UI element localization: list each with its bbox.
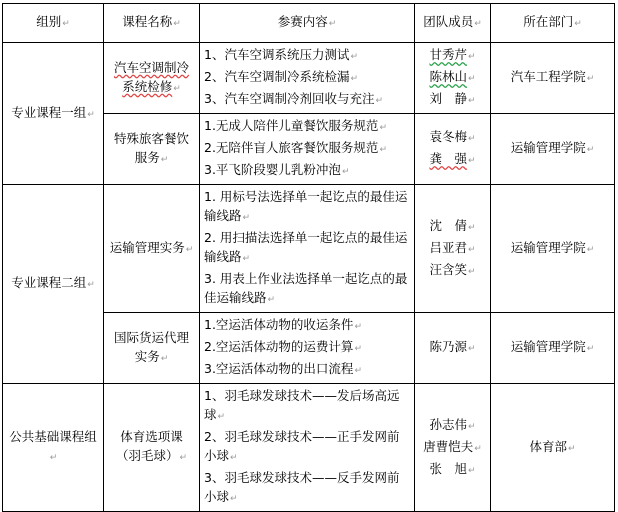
header-dept: 所在部门↵ (491, 4, 615, 43)
content-cell: 1. 用标号法选择单一起讫点的最佳运输线路↵ 2. 用扫描法选择单一起讫点的最佳运输线路↵ 3. 用表上作业法选择单一起讫点的最佳运输线路↵ (200, 185, 415, 313)
course-cell: 体育选项课（羽毛球）↵ (104, 384, 200, 512)
table-row (3, 185, 615, 313)
content-cell: 1.空运活体动物的收运条件↵ 2.空运活体动物的运费计算↵ 3.空运活体动物的出口流程↵ (200, 313, 415, 384)
course-cell: 运输管理实务↵ (104, 185, 200, 313)
group-cell: 专业课程一组↵ (3, 43, 104, 185)
content-cell: 1.无成人陪伴儿童餐饮服务规范↵ 2.无陪伴盲人旅客餐饮服务规范↵ 3.平飞阶段婴儿乳粉冲泡↵ (200, 114, 415, 185)
header-group: 组别↵ (3, 4, 104, 43)
members-cell: 孙志伟↵ 唐曹恺夫↵ 张 旭↵ (415, 384, 491, 512)
group-cell: 公共基础课程组↵ (3, 384, 104, 512)
members-cell: 甘秀芹↵ 陈林山↵ 刘 静↵ (415, 43, 491, 114)
course-cell: 国际货运代理实务↵ (104, 313, 200, 384)
table-row (3, 43, 615, 114)
dept-cell: 体育部↵ (491, 384, 615, 512)
dept-cell: 运输管理学院↵ (491, 313, 615, 384)
members-cell: 陈乃源↵ (415, 313, 491, 384)
competition-table (2, 3, 615, 512)
dept-cell: 运输管理学院↵ (491, 114, 615, 185)
course-cell: 汽车空调制冷系统检修↵ (104, 43, 200, 114)
dept-cell: 汽车工程学院↵ (491, 43, 615, 114)
content-cell: 1、汽车空调系统压力测试↵ 2、汽车空调制冷系统检漏↵ 3、汽车空调制冷剂回收与充注↵ (200, 43, 415, 114)
group-cell: 专业课程二组↵ (3, 185, 104, 384)
members-cell: 袁冬梅↵ 龚 强↵ (415, 114, 491, 185)
header-row (3, 4, 615, 43)
content-cell: 1、羽毛球发球技术——发后场高远球↵ 2、羽毛球发球技术——正手发网前小球↵ 3、羽毛球发球技术——反手发网前小球↵ (200, 384, 415, 512)
members-cell: 沈 倩↵ 吕亚君↵ 汪含笑↵ (415, 185, 491, 313)
header-course: 课程名称↵ (104, 4, 200, 43)
header-members: 团队成员↵ (415, 4, 491, 43)
course-cell: 特殊旅客餐饮服务↵ (104, 114, 200, 185)
table-row (3, 384, 615, 512)
dept-cell: 运输管理学院↵ (491, 185, 615, 313)
header-content: 参赛内容↵ (200, 4, 415, 43)
